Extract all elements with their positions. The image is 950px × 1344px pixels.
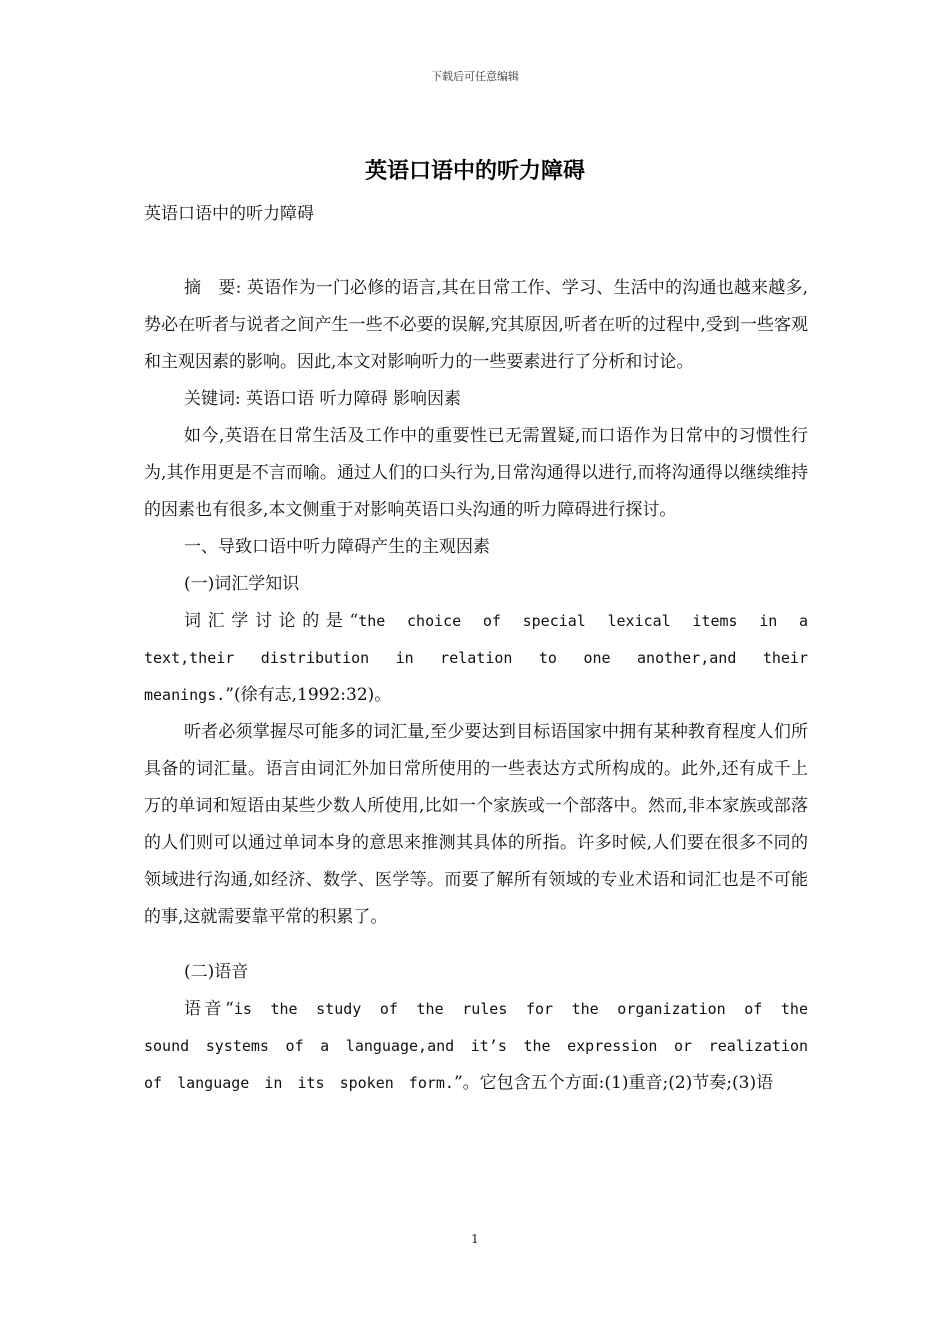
phonology-prefix: 语音“ xyxy=(184,999,234,1019)
document-body xyxy=(144,196,808,1102)
document-subtitle: 英语口语中的听力障碍 xyxy=(144,204,314,224)
page-header-note: 下载后可任意编辑 xyxy=(431,70,519,83)
subsection-1-heading: (一)词汇学知识 xyxy=(184,574,300,594)
lexicology-definition-paragraph xyxy=(144,603,808,714)
phonology-quote: is the study of the rules for the organization of the sound systems of a language,and it’s the expression or realization of language in its spoken form. xyxy=(144,1000,808,1092)
subsection-2-heading: (二)语音 xyxy=(184,962,249,982)
intro-paragraph: 如今,英语在日常生活及工作中的重要性已无需置疑,而口语作为日常中的习惯性行为,其作用更是不言而喻。通过人们的口头行为,日常沟通得以进行,而将沟通得以继续维持的因素也有很多,本文侧重于对影响英语口头沟通的听力障碍进行探讨。 xyxy=(144,426,808,520)
abstract-paragraph: 摘 要: 英语作为一门必修的语言,其在日常工作、学习、生活中的沟通也越来越多,势必在听者与说者之间产生一些不必要的误解,究其原因,听者在听的过程中,受到一些客观和主观因素的影响。因此,本文对影响听力的一些要素进行了分析和讨论。 xyxy=(144,278,808,372)
phonology-suffix: ”。它包含五个方面:(1)重音;(2)节奏;(3)语 xyxy=(453,1073,774,1093)
lexicology-citation: ”(徐有志,1992:32)。 xyxy=(225,685,392,705)
keywords-line: 关键词: 英语口语 听力障碍 影响因素 xyxy=(184,389,461,409)
vocabulary-paragraph: 听者必须掌握尽可能多的词汇量,至少要达到目标语国家中拥有某种教育程度人们所具备的词汇量。语言由词汇外加日常所使用的一些表达方式所构成的。此外,还有成千上万的单词和短语由某些少数人所使用,比如一个家族或一个部落中。然而,非本家族或部落的人们则可以通过单词本身的意思来推测其具体的所指。许多时候,人们要在很多不同的领域进行沟通,如经济、数学、医学等。而要了解所有领域的专业术语和词汇也是不可能的事,这就需要靠平常的积累了。 xyxy=(144,722,808,927)
document-title: 英语口语中的听力障碍 xyxy=(364,158,585,184)
section-1-heading: 一、导致口语中听力障碍产生的主观因素 xyxy=(184,537,490,557)
spacer xyxy=(144,936,808,954)
page-number: 1 xyxy=(471,1232,479,1246)
lexicology-quote: the choice of special lexical items in a text,their distribution in relation to one another,and their meanings. xyxy=(144,612,808,704)
spacer xyxy=(144,233,808,270)
phonology-definition-paragraph xyxy=(144,991,808,1102)
lexicology-prefix: 词汇学讨论的是“ xyxy=(184,611,359,631)
